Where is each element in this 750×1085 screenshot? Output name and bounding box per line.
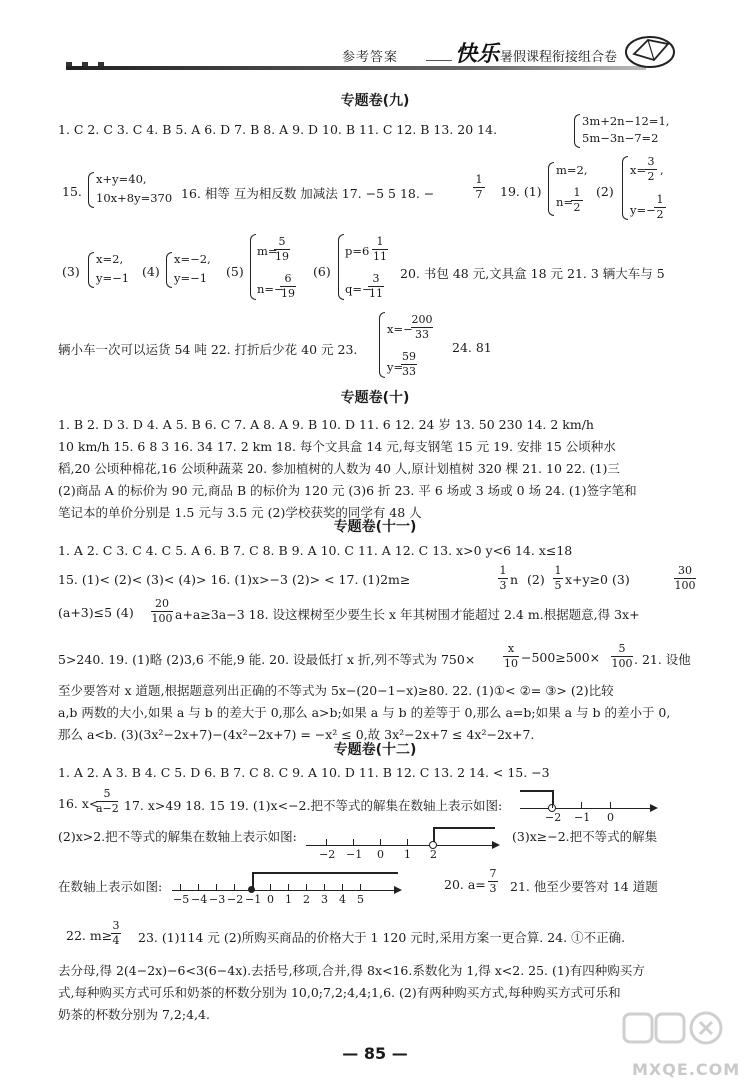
header-series-title: 暑假课程衔接组合卷 [500, 50, 618, 65]
s11-line-6: a,b 两数的大小,如果 a 与 b 的差大于 0,那么 a>b;如果 a 与 b 的差等于 0,那么 a=b;如果 a 与 b 的差小于 0, [58, 705, 671, 720]
tick [324, 884, 325, 890]
fraction-denominator: 2 [573, 201, 581, 214]
fraction-denominator: 11 [373, 250, 387, 263]
q19-y: y=− [630, 203, 656, 217]
tick-label: −1 [245, 893, 262, 906]
s12-line-1: 1. A 2. A 3. B 4. C 5. D 6. B 7. C 8. C 9. A 10. D 11. B 12. C 13. 2 14. < 15. −3 [58, 765, 550, 780]
s11-line-3b: a+a≥3a−3 18. 设这棵树至少要生长 x 年其树围才能超过 2.4 m.根据题意,得 3x+ [175, 607, 640, 622]
system-brace [166, 252, 172, 288]
tick [216, 884, 217, 890]
fraction-denominator: 11 [369, 287, 383, 300]
solution-ray [433, 827, 495, 829]
fraction-numerator: 3 [112, 919, 120, 932]
q19-2-label: (2) [596, 184, 614, 199]
fraction-denominator: 33 [402, 365, 416, 378]
fraction-numerator: 20 [155, 597, 169, 610]
q23-x: x=− [387, 322, 413, 336]
header-bar [66, 66, 646, 70]
q19-6-label: (6) [313, 264, 331, 279]
tick [326, 839, 327, 845]
fraction-numerator: 1 [656, 193, 664, 206]
tick [581, 802, 582, 808]
q15-label: 15. [62, 184, 82, 199]
q19-n: n= [556, 195, 574, 209]
q19-5-m: m= [257, 244, 278, 258]
watermark-logo [622, 1010, 732, 1060]
q24-text: 24. 81 [452, 340, 492, 355]
q20-21-text: 20. 书包 48 元,文具盒 18 元 21. 3 辆大车与 5 [400, 266, 665, 281]
s12-line-8: 奶茶的杯数分别为 7,2;4,4. [58, 1007, 210, 1022]
s12-line-4a: 在数轴上表示如图: [58, 879, 163, 894]
fraction [645, 156, 657, 183]
q19-4-y: y=−1 [174, 271, 208, 285]
fraction-denominator: 100 [674, 579, 696, 592]
s10-line-1: 1. B 2. D 3. D 4. A 5. B 6. C 7. A 8. A 9. B 10. D 11. 6 12. 24 岁 13. 50 230 14. 2 km/h [58, 417, 594, 432]
fraction [488, 868, 498, 895]
fraction-denominator: 100 [151, 612, 173, 625]
page-number: — 85 — [342, 1044, 408, 1063]
solution-ray [520, 790, 552, 792]
fraction-numerator: 1 [475, 173, 483, 186]
fraction [274, 236, 290, 263]
tick-label: −5 [173, 893, 190, 906]
fraction-denominator: 10 [504, 657, 518, 670]
fraction-numerator: 1 [499, 564, 507, 577]
fraction-denominator: 3 [489, 882, 497, 895]
tick-label: 1 [404, 848, 411, 861]
s12-line-3b: (3)x≥−2.把不等式的解集 [512, 829, 658, 844]
fraction [503, 643, 519, 670]
tick-label: −4 [191, 893, 208, 906]
fraction [654, 194, 666, 221]
tick [198, 884, 199, 890]
s11-line-7: 那么 a<b. (3)(3x²−2x+7)−(4x²−2x+7) = −x² ≤ 0,故 3x²−2x+7 ≤ 4x²−2x+7. [58, 727, 535, 742]
tick [353, 839, 354, 845]
fraction-numerator: 1 [573, 186, 581, 199]
q15-eq-1: x+y=40, [96, 172, 147, 186]
tick-label: 3 [321, 893, 328, 906]
q19-3-y: y=−1 [96, 271, 130, 285]
arrow-right-icon [394, 886, 402, 894]
fraction-denominator: 4 [112, 934, 120, 947]
q19-1-label: 19. (1) [500, 184, 542, 199]
system-brace [379, 312, 385, 378]
fraction-denominator: 2 [647, 170, 655, 183]
solution-ray [252, 872, 398, 874]
s11-line-4c: . 21. 设他 [634, 652, 691, 667]
s12-line-5a: 22. m≥ [66, 928, 113, 943]
tick-label: −1 [346, 848, 363, 861]
fraction-denominator: 100 [611, 657, 633, 670]
fraction-numerator: 5 [618, 642, 626, 655]
tick [380, 839, 381, 845]
s11-line-5: 至少要答对 x 道题,根据题意列出正确的不等式为 5x−(20−1−x)≥80. 22. (1)①< ②= ③> (2)比较 [58, 683, 614, 698]
section-title-12: 专题卷(十二) [333, 742, 417, 758]
q15-eq-2: 10x+8y=370 [96, 191, 173, 205]
page-header [0, 0, 750, 82]
q19-4-x: x=−2, [174, 252, 211, 266]
s12-line-3a: (2)x>2.把不等式的解集在数轴上表示如图: [58, 829, 297, 844]
s12-line-7: 式,每种购买方式可乐和奶茶的杯数分别为 10,0;7,2;4,4;1,6. (2)有两种购买方式,每种购买方式可乐和 [58, 985, 621, 1000]
fraction-numerator: 5 [278, 235, 286, 248]
section-title-10: 专题卷(十) [340, 390, 410, 406]
tick-label: 0 [607, 811, 614, 824]
header-answer-label: 参考答案 [342, 50, 399, 65]
q19-x-comma: , [660, 163, 664, 177]
header-brand: 快乐 [455, 42, 500, 67]
fraction [411, 314, 433, 341]
fraction [368, 273, 384, 300]
tick-label: −2 [319, 848, 336, 861]
fraction-denominator: 19 [275, 250, 289, 263]
number-line-axis [306, 845, 492, 846]
fraction [96, 788, 118, 815]
fraction [498, 565, 508, 592]
fraction-denominator: 7 [475, 188, 483, 201]
q19-m: m=2, [556, 163, 588, 177]
fraction [280, 273, 296, 300]
tick [407, 839, 408, 845]
q21-22-text: 辆小车一次可以运货 54 吨 22. 打折后少花 40 元 23. [58, 342, 358, 357]
tick-label: 2 [430, 848, 437, 861]
tick [342, 884, 343, 890]
tick [270, 884, 271, 890]
fraction [611, 643, 633, 670]
tick-label: −2 [227, 893, 244, 906]
book-logo-icon [624, 30, 676, 70]
fraction-numerator: 1 [376, 235, 384, 248]
system-brace [622, 156, 628, 220]
tick [306, 884, 307, 890]
system-brace [250, 234, 256, 300]
q19-5-n: n=− [257, 282, 284, 296]
s11-line-4b: −500≥500× [521, 650, 601, 665]
fraction [401, 351, 417, 378]
system-brace [338, 234, 344, 300]
fraction-numerator: x [507, 642, 515, 655]
closed-endpoint [248, 886, 255, 893]
fraction-numerator: 3 [647, 155, 655, 168]
tick [288, 884, 289, 890]
tick-label: 2 [303, 893, 310, 906]
s11-line-2c: (2) [527, 572, 545, 587]
fraction [111, 920, 121, 947]
tick-label: −2 [545, 811, 562, 824]
system-brace [548, 162, 554, 216]
fraction-numerator: 1 [554, 564, 562, 577]
s12-line-2a: 16. x< [58, 796, 100, 811]
s10-line-3: 稻,20 公顷种棉花,16 公顷种蔬菜 20. 参加植树的人数为 40 人,原计划植树 320 棵 21. 10 22. (1)三 [58, 461, 620, 476]
q19-x: x= [630, 163, 647, 177]
s11-line-2d: x+y≥0 (3) [565, 572, 630, 587]
section-title-9: 专题卷(九) [340, 93, 410, 109]
fraction-numerator: 5 [103, 787, 111, 800]
q19-6-p: p=6 [345, 244, 370, 258]
q19-6-q: q=− [345, 282, 372, 296]
fraction-denominator: 19 [281, 287, 295, 300]
fraction-denominator: 2 [656, 208, 664, 221]
fraction [553, 565, 563, 592]
fraction [372, 236, 388, 263]
tick-label: 4 [339, 893, 346, 906]
fraction-numerator: 59 [402, 350, 416, 363]
tick [610, 802, 611, 808]
s11-line-2b: n [510, 572, 519, 587]
s10-line-4: (2)商品 A 的标价为 90 元,商品 B 的标价为 120 元 (3)6 折 23. 平 6 场或 3 场或 0 场 24. (1)签字笔和 [58, 483, 637, 498]
s9-line-1: 1. C 2. C 3. C 4. B 5. A 6. D 7. B 8. A 9. D 10. B 11. C 12. B 13. 20 14. [58, 122, 498, 137]
s11-line-1: 1. A 2. C 3. C 4. C 5. A 6. B 7. C 8. B 9. A 10. C 11. A 12. C 13. x>0 y<6 14. x≤18 [58, 543, 573, 558]
fraction [151, 598, 173, 625]
fraction [674, 565, 696, 592]
fraction [473, 174, 485, 201]
number-line-axis [520, 808, 650, 809]
q19-4-label: (4) [142, 264, 160, 279]
q19-5-label: (5) [226, 264, 244, 279]
tick-label: −1 [574, 811, 591, 824]
tick-label: 0 [267, 893, 274, 906]
s11-line-3a: (a+3)≤5 (4) [58, 605, 134, 620]
watermark-text: MXQE.COM [632, 1060, 741, 1079]
s11-line-2a: 15. (1)< (2)< (3)< (4)> 16. (1)x>−3 (2)> < 17. (1)2m≥ [58, 572, 411, 587]
system-brace [88, 252, 94, 288]
s10-line-2: 10 km/h 15. 6 8 3 16. 34 17. 2 km 18. 每个文具盒 14 元,每支钢笔 15 元 19. 安排 15 公顷种水 [58, 439, 616, 454]
s9-line-2-mid: 16. 相等 互为相反数 加减法 17. −5 5 18. − [181, 186, 435, 201]
tick-label: −3 [209, 893, 226, 906]
fraction [571, 187, 583, 214]
s12-line-4b: 20. a= [444, 877, 486, 892]
tick [552, 802, 553, 808]
fraction-numerator: 7 [489, 867, 497, 880]
header-separator [426, 46, 452, 61]
s11-line-4a: 5>240. 19. (1)略 (2)3,6 不能,9 能. 20. 设最低打 x 折,列不等式为 750× [58, 652, 476, 667]
s12-line-4c: 21. 他至少要答对 14 道题 [510, 879, 658, 894]
tick-label: 1 [285, 893, 292, 906]
section-title-11: 专题卷(十一) [333, 519, 417, 535]
q23-y: y= [387, 360, 404, 374]
number-line-axis [172, 890, 394, 891]
fraction-denominator: a−2 [96, 802, 119, 815]
tick-label: 5 [357, 893, 364, 906]
system-brace [574, 114, 580, 148]
tick-label: 0 [377, 848, 384, 861]
tick [360, 884, 361, 890]
fraction-numerator: 200 [411, 313, 433, 326]
s10-line-5: 笔记本的单价分别是 1.5 元与 3.5 元 (2)学校获奖的同学有 48 人 [58, 505, 422, 520]
s12-line-5b: 23. (1)114 元 (2)所购买商品的价格大于 1 120 元时,采用方案一更合算. 24. ①不正确. [138, 930, 626, 945]
arrow-right-icon [492, 841, 500, 849]
fraction-numerator: 3 [372, 272, 380, 285]
q14-eq-2: 5m−3n−7=2 [582, 131, 659, 145]
s12-line-2b: 17. x>49 18. 15 19. (1)x<−2.把不等式的解集在数轴上表示如图: [124, 798, 503, 813]
fraction-denominator: 33 [415, 328, 429, 341]
tick [234, 884, 235, 890]
q19-3-x: x=2, [96, 252, 124, 266]
tick [180, 884, 181, 890]
arrow-right-icon [650, 804, 658, 812]
q19-3-label: (3) [62, 264, 80, 279]
fraction-denominator: 3 [499, 579, 507, 592]
s12-line-6: 去分母,得 2(4−2x)−6<3(6−4x).去括号,移项,合并,得 8x<16.系数化为 1,得 x<2. 25. (1)有四种购买方 [58, 963, 645, 978]
fraction-denominator: 5 [554, 579, 562, 592]
fraction-numerator: 6 [284, 272, 292, 285]
system-brace [88, 172, 94, 208]
fraction-numerator: 30 [678, 564, 692, 577]
q14-eq-1: 3m+2n−12=1, [582, 114, 670, 128]
